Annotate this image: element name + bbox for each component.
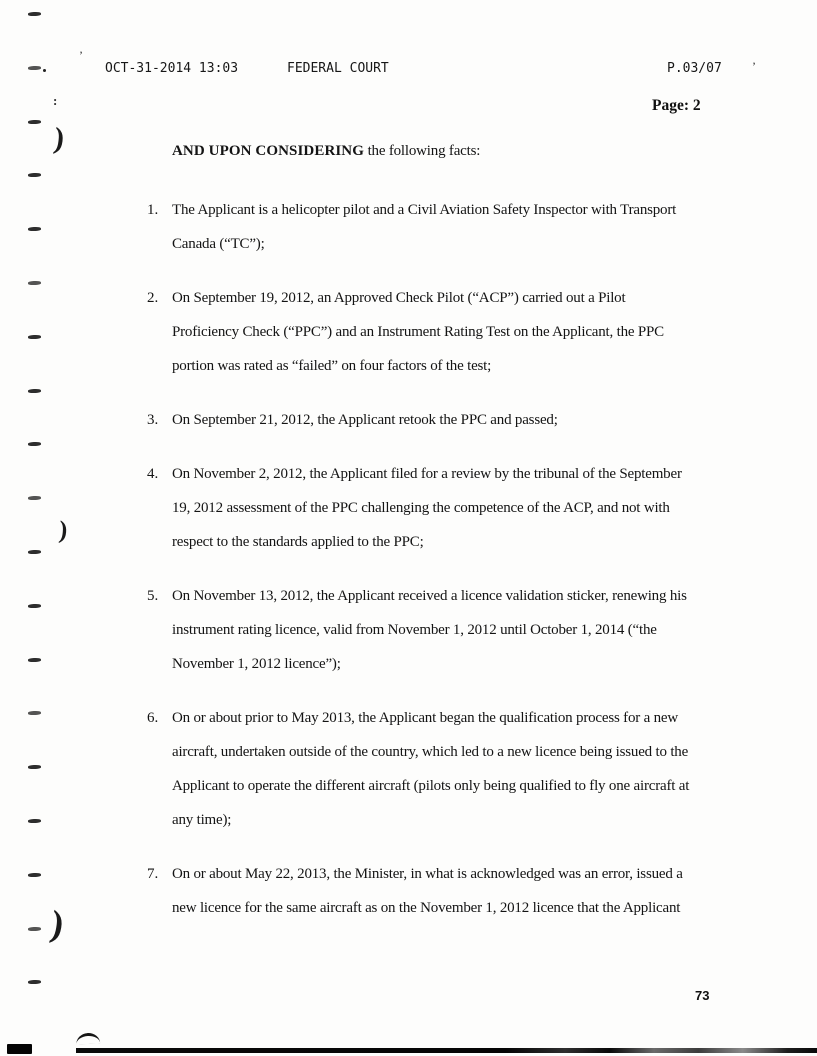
fact-line: aircraft, undertaken outside of the country, which led to a new licence being issued to the <box>172 744 689 760</box>
fact-line: On November 13, 2012, the Applicant received a licence validation sticker, renewing his <box>172 588 687 604</box>
fax-transmission-header <box>0 61 817 77</box>
binder-mark <box>28 227 41 231</box>
fact-line: any time); <box>172 812 232 828</box>
binder-mark <box>28 66 41 70</box>
scan-edge-artifact <box>76 1048 817 1053</box>
fact-number: 6. <box>147 710 159 726</box>
binder-mark <box>28 980 41 984</box>
section-heading <box>172 134 480 168</box>
section-heading-rest: the following facts: <box>364 143 481 159</box>
pen-mark: ) <box>52 121 67 156</box>
fact-line: On or about May 22, 2013, the Minister, in what is acknowledged was an error, issued a <box>172 866 683 882</box>
fact-number: 5. <box>147 588 159 604</box>
fact-text <box>172 403 558 437</box>
binder-mark <box>28 711 41 715</box>
fact-line: Canada (“TC”); <box>172 236 265 252</box>
fact-number: 3. <box>147 412 159 428</box>
fact-item-1 <box>147 193 767 261</box>
binder-mark <box>28 873 41 877</box>
pen-mark: ) <box>57 516 69 545</box>
fact-line: On or about prior to May 2013, the Applicant began the qualification process for a new <box>172 710 678 726</box>
fact-line: Applicant to operate the different aircraft (pilots only being qualified to fly one aircraft at <box>172 778 690 794</box>
fax-page-indicator: P.03/07 <box>667 61 722 76</box>
binder-mark <box>28 281 41 285</box>
fact-line: The Applicant is a helicopter pilot and a Civil Aviation Safety Inspector with Transport <box>172 202 677 218</box>
binder-mark <box>28 496 41 500</box>
fact-line: 19, 2012 assessment of the PPC challenging the competence of the ACP, and not with <box>172 500 670 516</box>
fact-text <box>172 457 682 559</box>
fact-item-6 <box>147 701 767 837</box>
binder-mark <box>28 442 41 446</box>
fact-item-7 <box>147 857 767 925</box>
section-heading-emphasis: AND UPON CONSIDERING <box>172 143 365 159</box>
fact-line: Proficiency Check (“PPC”) and an Instrument Rating Test on the Applicant, the PPC <box>172 324 664 340</box>
fact-text <box>172 193 676 261</box>
binder-mark <box>28 12 41 16</box>
binder-mark <box>28 604 41 608</box>
binder-mark <box>28 550 41 554</box>
fact-number: 2. <box>147 290 159 306</box>
binder-mark <box>28 658 41 662</box>
fact-line: respect to the standards applied to the PPC; <box>172 534 424 550</box>
ink-speck: : <box>53 93 58 108</box>
pen-mark: ) <box>47 903 67 946</box>
fact-line: On September 21, 2012, the Applicant retook the PPC and passed; <box>172 412 558 428</box>
fact-item-2 <box>147 281 767 383</box>
ink-speck <box>43 69 46 72</box>
fact-line: instrument rating licence, valid from November 1, 2012 until October 1, 2014 (“the <box>172 622 657 638</box>
binder-mark <box>28 120 41 124</box>
binder-mark <box>28 173 41 177</box>
scan-edge-artifact <box>7 1044 32 1054</box>
fax-sender: FEDERAL COURT <box>287 61 389 76</box>
binder-mark <box>28 819 41 823</box>
fact-line: new licence for the same aircraft as on the November 1, 2012 licence that the Applicant <box>172 900 681 916</box>
fact-number: 1. <box>147 202 159 218</box>
fact-line: On November 2, 2012, the Applicant filed for a review by the tribunal of the September <box>172 466 682 482</box>
fact-text <box>172 701 689 837</box>
fact-line: On September 19, 2012, an Approved Check Pilot (“ACP”) carried out a Pilot <box>172 290 626 306</box>
binder-mark <box>28 765 41 769</box>
fact-line: portion was rated as “failed” on four factors of the test; <box>172 358 492 374</box>
fact-item-4 <box>147 457 767 559</box>
fax-timestamp: OCT-31-2014 13:03 <box>105 61 239 76</box>
binder-mark <box>28 927 41 931</box>
ink-speck: ’ <box>79 48 83 62</box>
fact-number: 7. <box>147 866 159 882</box>
ink-speck: ’ <box>752 59 756 73</box>
fact-text <box>172 857 683 925</box>
binder-mark <box>28 335 41 339</box>
fact-number: 4. <box>147 466 159 482</box>
binder-mark <box>28 389 41 393</box>
page-label: Page: 2 <box>652 97 701 114</box>
fact-item-3 <box>147 403 767 437</box>
fact-text <box>172 579 687 681</box>
fact-item-5 <box>147 579 767 681</box>
binder-mark <box>76 1032 101 1044</box>
facts-list <box>147 193 767 945</box>
footer-page-number: 73 <box>695 988 710 1003</box>
fact-line: November 1, 2012 licence”); <box>172 656 341 672</box>
fact-text <box>172 281 664 383</box>
